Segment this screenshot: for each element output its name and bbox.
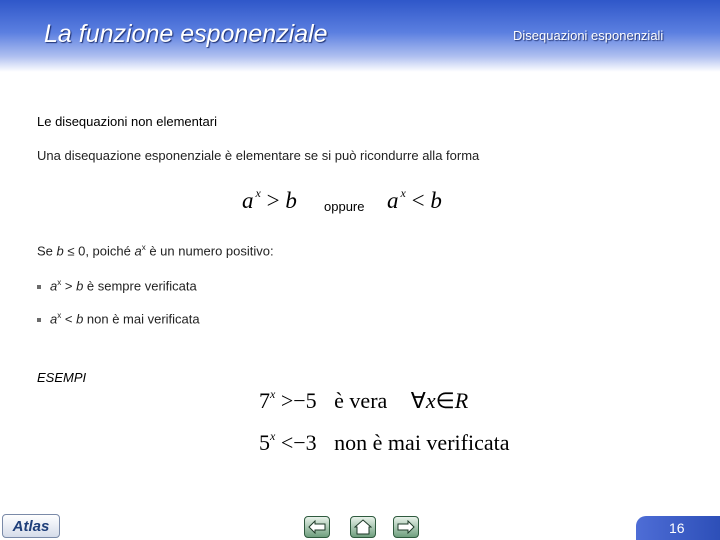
condition-middle: ≤ 0, poiché [63, 243, 135, 259]
bullet-exp: x [57, 311, 62, 320]
example-rhs: −3 [293, 430, 317, 455]
bullet-base: a [50, 311, 58, 327]
condition-exp: x [141, 243, 146, 252]
bullet-text: non è mai verificata [83, 311, 200, 327]
section-title: Le disequazioni non elementari [37, 114, 217, 129]
formula-left-rhs: b [285, 188, 297, 213]
formula-right-base: a [387, 188, 399, 213]
formula-left-op: > [266, 188, 280, 213]
formula-left-exp: x [255, 186, 261, 200]
bullet-marker [37, 285, 41, 289]
condition-prefix: Se [37, 243, 57, 259]
example-rhs: −5 [293, 388, 317, 413]
bullet-marker [37, 318, 41, 322]
formula-connector: oppure [324, 199, 365, 214]
example-text: non è mai verificata [334, 430, 510, 455]
arrow-left-icon [308, 520, 326, 534]
bullet-op: > [61, 278, 77, 294]
next-button[interactable] [393, 516, 419, 538]
slide-topic: Disequazioni esponenziali [513, 28, 664, 43]
prev-button[interactable] [304, 516, 330, 538]
example-var: x [425, 388, 436, 413]
home-icon [354, 519, 372, 535]
slide-header [0, 0, 720, 72]
example-op: < [280, 430, 294, 455]
bullet-item [50, 278, 197, 293]
example-base: 7 [259, 388, 270, 413]
intro-text: Una disequazione esponenziale è elementare se si può ricondurre alla forma [37, 148, 480, 163]
example-text: è vera [334, 388, 388, 413]
example-2 [259, 430, 509, 456]
examples-label: ESEMPI [37, 370, 87, 385]
page-number: 16 [669, 520, 685, 536]
formula-right-op: < [411, 188, 425, 213]
example-in: ∈ [435, 388, 455, 413]
home-button[interactable] [350, 516, 376, 538]
condition-text [37, 243, 274, 258]
bullet-rhs: b [76, 311, 84, 327]
example-op: > [280, 388, 294, 413]
bullet-op: < [61, 311, 77, 327]
example-1 [259, 388, 468, 414]
example-exp: x [270, 429, 276, 443]
condition-var: b [56, 243, 64, 259]
slide-title: La funzione esponenziale [44, 20, 328, 48]
bullet-exp: x [57, 278, 62, 287]
bullet-item [50, 311, 200, 326]
atlas-logo[interactable] [2, 514, 60, 538]
formula-less [387, 188, 442, 214]
formula-greater [242, 188, 297, 214]
logo-text: Atlas [12, 517, 50, 535]
condition-base: a [134, 243, 142, 259]
example-base: 5 [259, 430, 270, 455]
example-quantifier: ∀ [410, 388, 426, 413]
formula-right-exp: x [400, 186, 406, 200]
example-exp: x [270, 387, 276, 401]
bullet-rhs: b [76, 278, 84, 294]
formula-left-base: a [242, 188, 254, 213]
bullet-base: a [50, 278, 58, 294]
arrow-right-icon [397, 520, 415, 534]
bullet-text: è sempre verificata [83, 278, 197, 294]
formula-right-rhs: b [430, 188, 442, 213]
condition-suffix: è un numero positivo: [145, 243, 274, 259]
example-set: R [454, 388, 469, 413]
